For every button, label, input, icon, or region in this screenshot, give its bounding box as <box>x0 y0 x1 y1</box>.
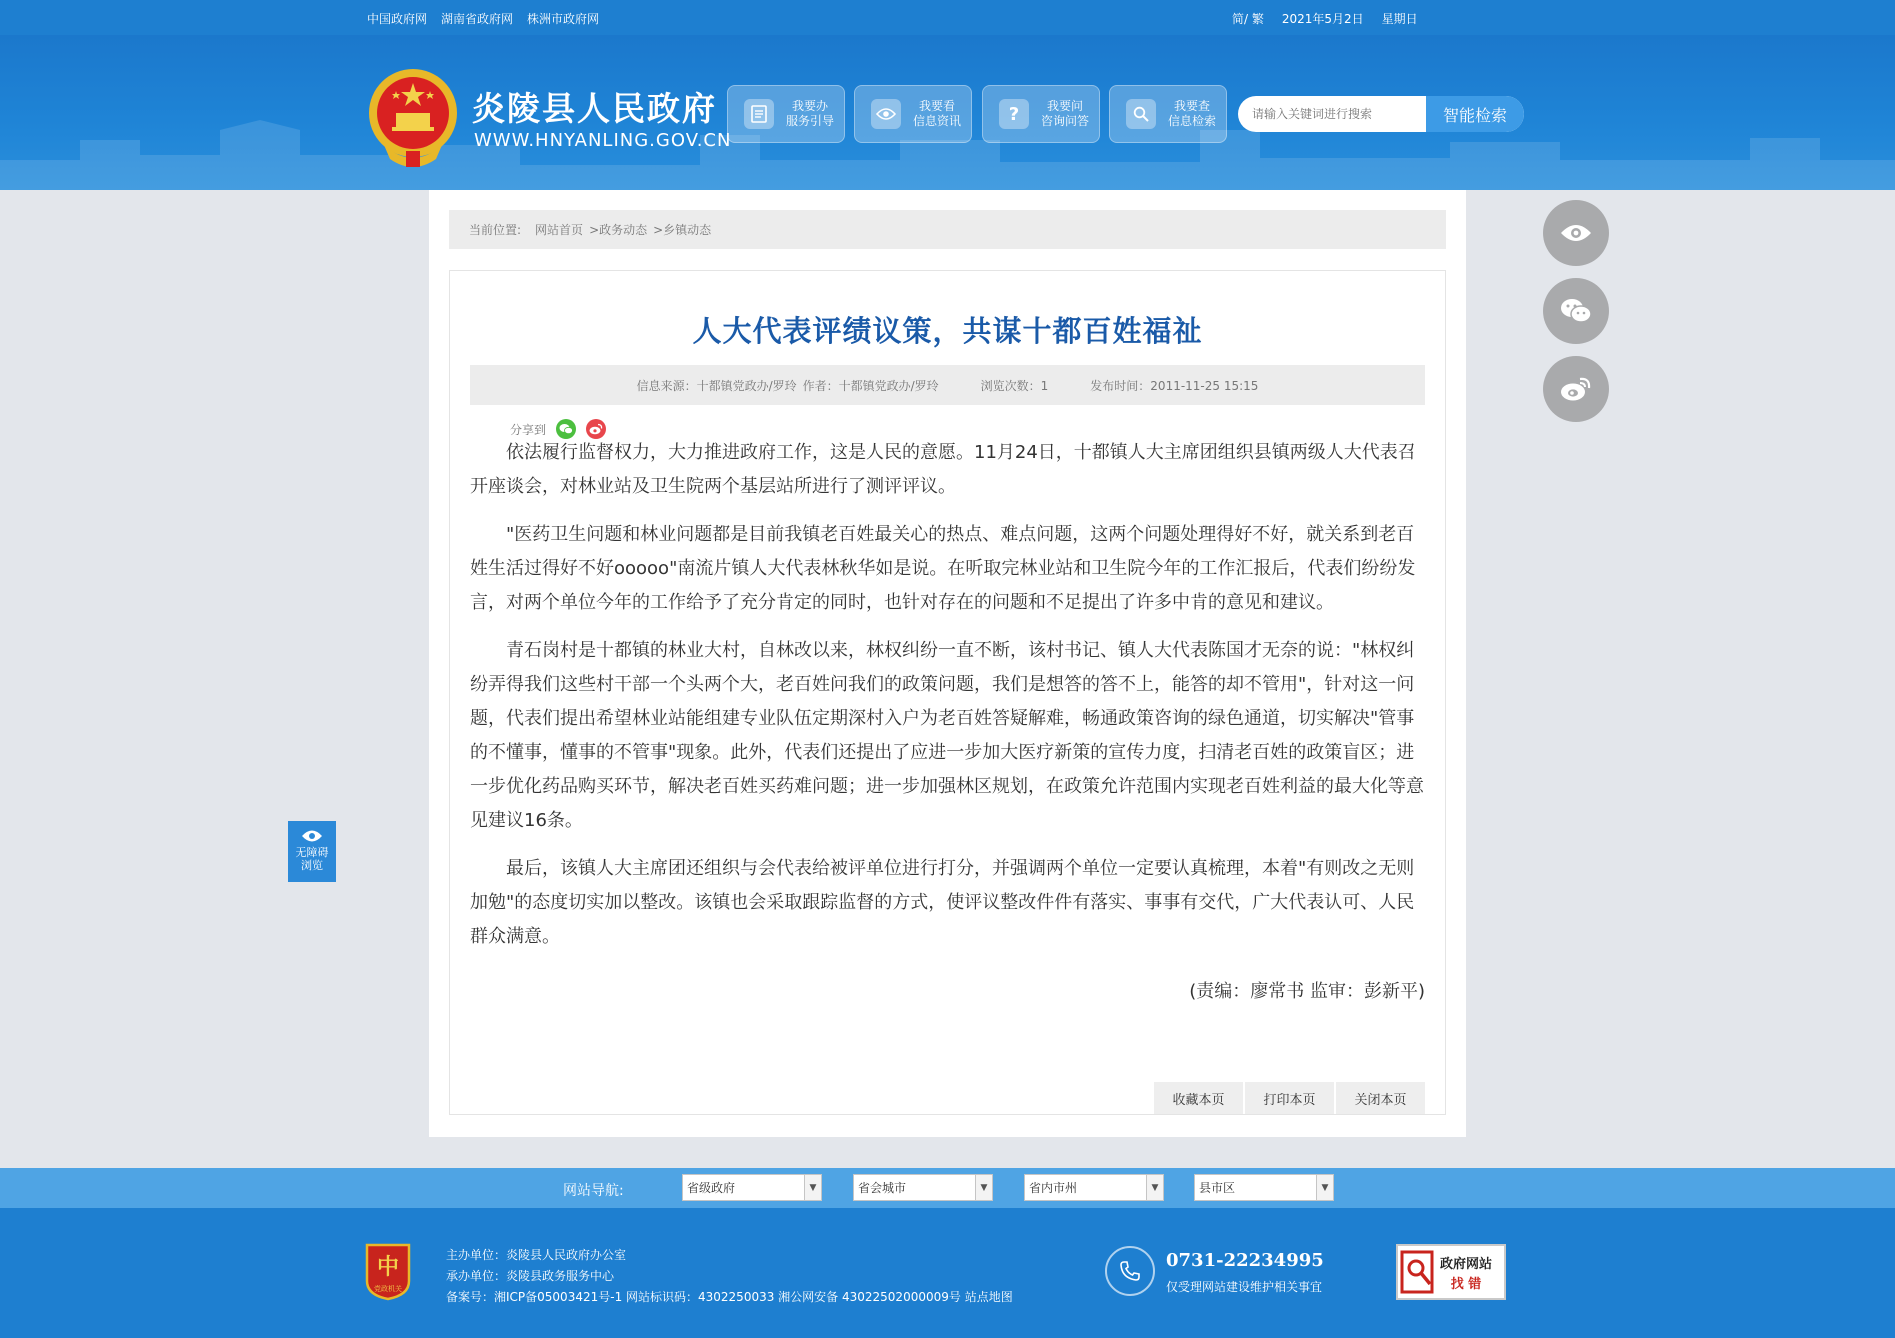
phone-icon <box>1105 1246 1155 1296</box>
document-icon <box>744 99 774 129</box>
close-page-button[interactable]: 关闭本页 <box>1336 1082 1425 1114</box>
gov-error-title: 政府网站 <box>1439 1257 1493 1272</box>
search-button[interactable]: 智能检索 <box>1426 96 1524 132</box>
gov-error-subtitle: 找 错 <box>1450 1277 1482 1292</box>
quick-link-info-title: 我要看 <box>919 99 956 113</box>
site-nav-bar <box>0 1168 1895 1208</box>
select-capital-city-value: 省会城市 <box>858 1181 907 1195</box>
chevron-down-icon: ▼ <box>1316 1175 1333 1200</box>
share-label: 分享到 <box>510 422 547 437</box>
site-header <box>0 35 1895 190</box>
search-input[interactable] <box>1238 96 1426 132</box>
breadcrumb-home[interactable]: 网站首页 <box>535 223 584 237</box>
chevron-down-icon: ▼ <box>975 1175 992 1200</box>
article-meta <box>470 365 1425 405</box>
accessibility-label: 无障碍 <box>295 846 329 859</box>
article-paragraph: 最后，该镇人大主席团还组织与会代表给被评单位进行打分，并强调两个单位一定要认真梳理，本着"有则改之无则加勉"的态度切实加以整改。该镇也会采取跟踪监督的方式，使评议整改件件有落实、事事有交代，广大代表认可、人民群众满意。 <box>470 858 1415 947</box>
select-province-gov[interactable] <box>682 1174 822 1201</box>
quick-link-service-title: 我要办 <box>792 99 829 113</box>
select-province-gov-value: 省级政府 <box>687 1181 736 1195</box>
eye-icon <box>301 829 323 843</box>
top-bar <box>0 0 1895 35</box>
select-province-city[interactable] <box>1024 1174 1164 1201</box>
article-body <box>470 436 1425 968</box>
article-source: 信息来源：十都镇党政办/罗玲 <box>636 378 797 393</box>
quick-link-search-subtitle: 信息检索 <box>1168 114 1217 128</box>
select-county-value: 县市区 <box>1199 1181 1236 1195</box>
breadcrumb <box>449 210 1446 249</box>
site-nav-label: 网站导航: <box>563 1183 624 1199</box>
article-paragraph: 依法履行监督权力，大力推进政府工作，这是人民的意愿。11月24日，十都镇人大主席团组织县镇两级人大代表召开座谈会，对林业站及卫生院两个基层站所进行了测评评议。 <box>470 442 1416 497</box>
link-china-gov[interactable]: 中国政府网 <box>367 12 428 26</box>
float-wechat-button[interactable] <box>1543 278 1609 344</box>
eye-icon <box>1560 223 1592 243</box>
chevron-down-icon: ▼ <box>804 1175 821 1200</box>
print-page-button[interactable]: 打印本页 <box>1245 1082 1334 1114</box>
article-author: 作者：十都镇党政办/罗玲 <box>802 378 939 393</box>
content-panel <box>429 190 1466 1137</box>
breadcrumb-label: 当前位置: <box>469 223 522 237</box>
svg-text:中: 中 <box>376 1254 400 1280</box>
site-footer <box>0 1208 1895 1338</box>
quick-link-search[interactable] <box>1109 85 1227 143</box>
article <box>449 270 1446 1115</box>
float-eye-button[interactable] <box>1543 200 1609 266</box>
chevron-down-icon: ▼ <box>1146 1175 1163 1200</box>
footer-phone-desc: 仅受理网站建设维护相关事宜 <box>1166 1280 1323 1294</box>
quick-link-ask-title: 我要问 <box>1047 99 1084 113</box>
question-icon: ? <box>999 99 1029 129</box>
footer-info <box>446 1245 1013 1308</box>
quick-link-service[interactable] <box>727 85 845 143</box>
breadcrumb-news[interactable]: >政务动态 <box>589 223 648 237</box>
link-zhuzhou-gov[interactable]: 株洲市政府网 <box>527 12 600 26</box>
accessibility-sublabel: 浏览 <box>301 859 323 872</box>
article-actions <box>1154 1082 1425 1114</box>
site-name: 炎陵县人民政府 <box>472 89 717 128</box>
quick-link-ask[interactable] <box>982 85 1100 143</box>
site-url: WWW.HNYANLING.GOV.CN <box>474 130 732 151</box>
select-capital-city[interactable] <box>853 1174 993 1201</box>
wechat-icon <box>1560 298 1592 324</box>
gov-links <box>367 10 599 27</box>
breadcrumb-township[interactable]: >乡镇动态 <box>653 223 712 237</box>
article-paragraph: "医药卫生问题和林业问题都是目前我镇老百姓最关心的热点、难点问题，这两个问题处理得好不好，就关系到老百姓生活过得好不好ooooo"南流片镇人大代表林秋华如是说。在听取完林业站和卫生院今年的工作汇报后，代表们纷纷发言，对两个单位今年的工作给予了充分肯定的同时，也针对存在的问题和不足提出了许多中肯的意见和建议。 <box>470 524 1416 613</box>
search-box <box>1238 96 1524 132</box>
current-date: 2021年5月2日 <box>1281 12 1364 26</box>
party-government-badge[interactable] <box>363 1241 413 1301</box>
article-views: 浏览次数：1 <box>980 378 1049 393</box>
link-hunan-gov[interactable]: 湖南省政府网 <box>441 12 514 26</box>
party-badge-text: 党政机关 <box>374 1285 402 1293</box>
article-published: 发布时间：2011-11-25 15:15 <box>1090 378 1259 393</box>
weibo-icon <box>1560 376 1592 402</box>
bookmark-page-button[interactable]: 收藏本页 <box>1154 1082 1243 1114</box>
quick-link-service-subtitle: 服务引导 <box>786 114 835 128</box>
quick-link-search-title: 我要查 <box>1174 99 1211 113</box>
top-bar-right <box>1232 10 1418 27</box>
language-switch[interactable]: 简/ 繁 <box>1232 12 1264 26</box>
gov-site-error-report-button[interactable] <box>1396 1244 1506 1300</box>
select-county[interactable] <box>1194 1174 1334 1201</box>
eye-icon <box>871 99 901 129</box>
article-title: 人大代表评绩议策，共谋十都百姓福祉 <box>692 314 1203 348</box>
footer-host: 主办单位：炎陵县人民政府办公室 <box>446 1248 627 1262</box>
search-icon <box>1126 99 1156 129</box>
footer-undertaker: 承办单位：炎陵县政务服务中心 <box>446 1269 615 1283</box>
current-weekday: 星期日 <box>1381 12 1418 26</box>
quick-link-info-subtitle: 信息资讯 <box>913 114 962 128</box>
footer-record: 备案号：湘ICP备05003421号-1 网站标识码：4302250033 湘公网安备 43022502000009号 站点地图 <box>446 1290 1013 1304</box>
select-province-city-value: 省内市州 <box>1029 1181 1078 1195</box>
float-weibo-button[interactable] <box>1543 356 1609 422</box>
quick-link-ask-subtitle: 咨询问答 <box>1041 114 1090 128</box>
footer-phone: 0731-22234995 <box>1166 1250 1324 1271</box>
national-emblem-icon <box>366 67 460 171</box>
article-editor: (责编：廖常书 监审：彭新平) <box>1189 981 1425 1002</box>
quick-link-info[interactable] <box>854 85 972 143</box>
accessibility-button[interactable] <box>288 821 336 882</box>
article-paragraph: 青石岗村是十都镇的林业大村，自林改以来，林权纠纷一直不断，该村书记、镇人大代表陈国才无奈的说："林权纠纷弄得我们这些村干部一个头两个大，老百姓问我们的政策问题，我们是想答的答不上，能答的却不管用"，针对这一问题，代表们提出希望林业站能组建专业队伍定期深村入户为老百姓答疑解难，畅通政策咨询的绿色通道，切实解决"管事的不懂事，懂事的不管事"现象。此外，代表们还提出了应进一步加大医疗新策的宣传力度，扫清老百姓的政策盲区；进一步优化药品购买环节，解决老百姓买药难问题；进一步加强林区规划，在政策允许范围内实现老百姓利益的最大化等意见建议16条。 <box>470 640 1424 831</box>
